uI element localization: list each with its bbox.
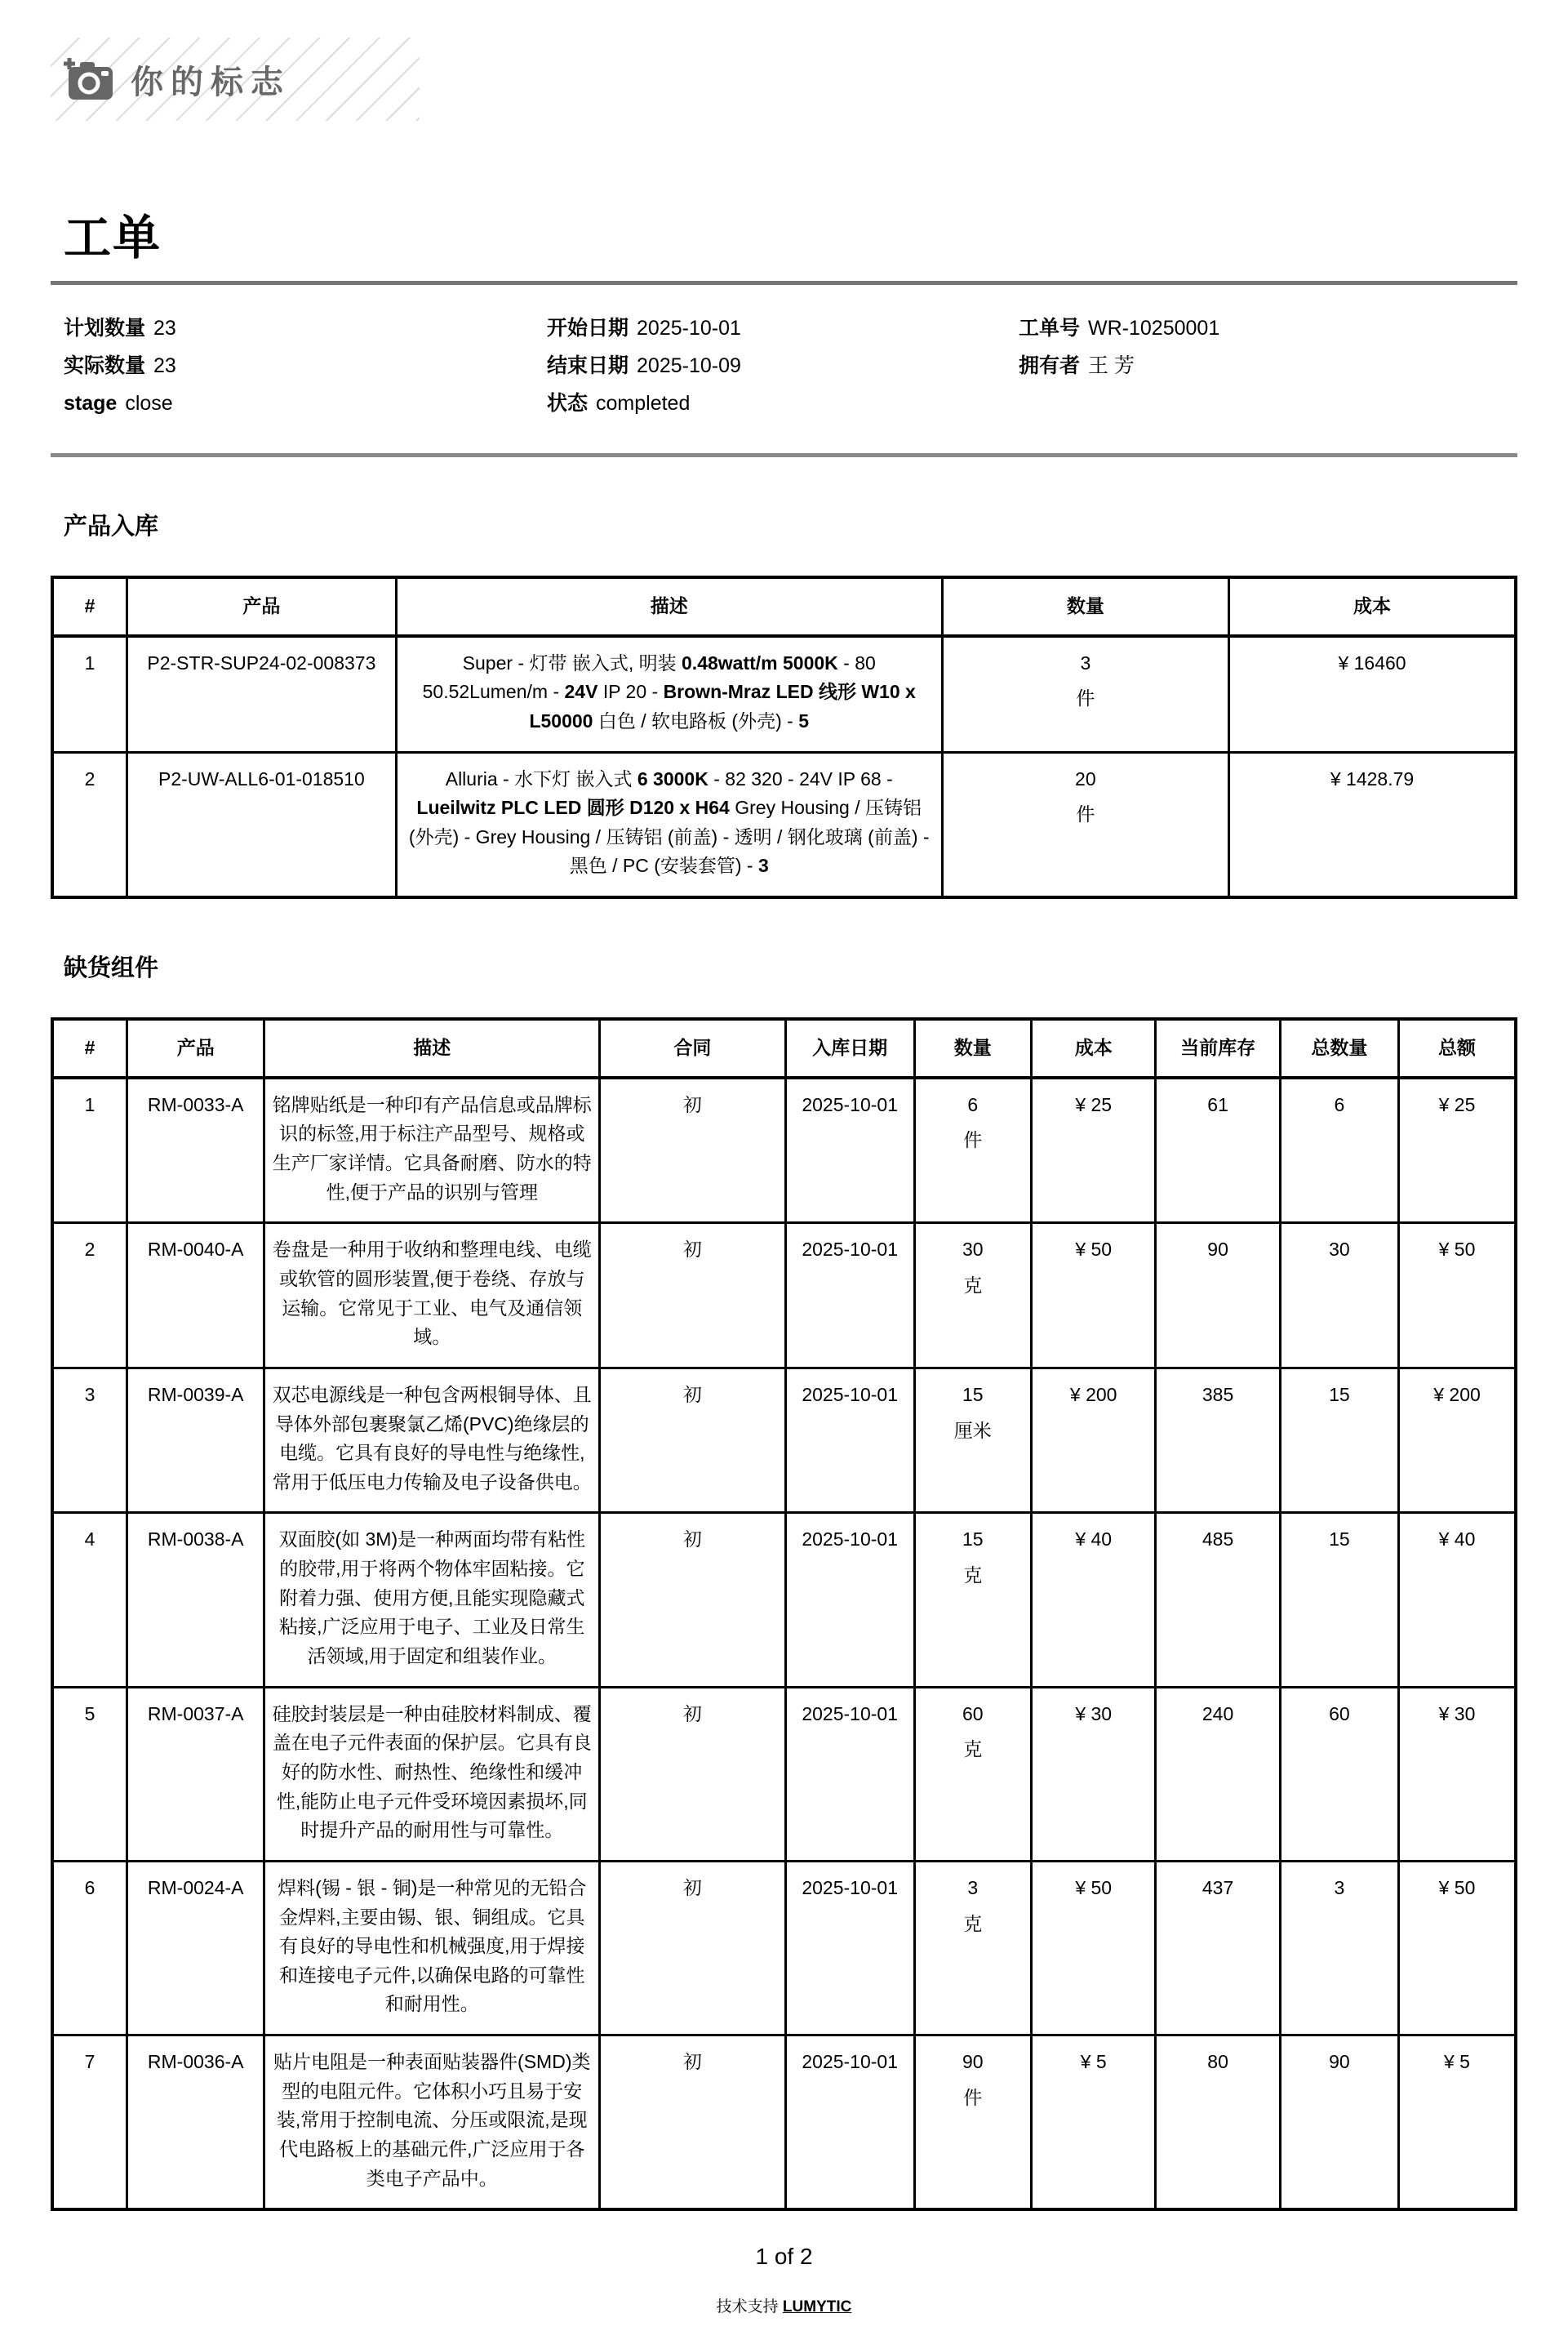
cell-date: 2025-10-01: [785, 1513, 914, 1687]
cell-total_qty: 15: [1280, 1368, 1398, 1513]
col-header-cost: 成本: [1229, 577, 1516, 636]
info-value: 23: [153, 354, 176, 377]
cell-contract: 初: [600, 1513, 786, 1687]
info-start-date: [547, 316, 1019, 340]
cell-num: 4: [52, 1513, 127, 1687]
col-header-stock: 当前库存: [1156, 1019, 1280, 1078]
cell-date: 2025-10-01: [785, 2035, 914, 2210]
table-row: [52, 1861, 1516, 2035]
cell-desc: Alluria - 水下灯 嵌入式 6 3000K - 82 320 - 24V IP 68 - Lueilwitz PLC LED 圆形 D120 x H64 Grey Housing / 压铸铝 (外壳) - Grey Housing / 压铸铝 (前盖) - 透明 / 钢化玻璃 (前盖) - 黑色 / PC (安装套管) - 3: [396, 752, 942, 897]
info-column-2: [547, 316, 1019, 429]
shortage-header-row: [52, 1019, 1516, 1078]
cell-cost: ¥ 25: [1032, 1078, 1156, 1223]
logo: [51, 38, 420, 121]
info-divider: [51, 453, 1517, 457]
cell-qty: [914, 1223, 1031, 1368]
col-header-total: 总额: [1399, 1019, 1517, 1078]
col-header-desc: 描述: [396, 577, 942, 636]
cell-total_qty: 15: [1280, 1513, 1398, 1687]
cell-product: RM-0040-A: [127, 1223, 264, 1368]
cell-num: 7: [52, 2035, 127, 2210]
cell-num: 1: [52, 1078, 127, 1223]
info-value: WR-10250001: [1088, 317, 1220, 340]
info-value: close: [125, 392, 173, 415]
cell-desc: 双面胶(如 3M)是一种两面均带有粘性的胶带,用于将两个物体牢固粘接。它附着力强、使用方便,且能实现隐藏式粘接,广泛应用于电子、工业及日常生活领域,用于固定和组装作业。: [264, 1513, 600, 1687]
col-header-qty: 数量: [942, 577, 1228, 636]
col-header-cost: 成本: [1032, 1019, 1156, 1078]
cell-qty: [914, 1513, 1031, 1687]
cell-stock: 385: [1156, 1368, 1280, 1513]
cell-desc: Super - 灯带 嵌入式, 明装 0.48watt/m 5000K - 80 50.52Lumen/m - 24V IP 20 - Brown-Mraz LED 线形 W10 x L50000 白色 / 软电路板 (外壳) - 5: [396, 636, 942, 752]
cell-product: P2-STR-SUP24-02-008373: [127, 636, 396, 752]
table-row: [52, 2035, 1516, 2210]
info-label: 结束日期: [547, 354, 629, 377]
cell-date: 2025-10-01: [785, 1078, 914, 1223]
cell-total_qty: 60: [1280, 1687, 1398, 1861]
cell-date: 2025-10-01: [785, 1223, 914, 1368]
cell-contract: 初: [600, 1223, 786, 1368]
cell-cost: ¥ 1428.79: [1229, 752, 1516, 897]
cell-num: 5: [52, 1687, 127, 1861]
cell-date: 2025-10-01: [785, 1861, 914, 2035]
info-end-date: [547, 354, 1019, 378]
col-header-product: 产品: [127, 577, 396, 636]
page-number: 1 of 2: [755, 2244, 813, 2270]
cell-total_qty: 6: [1280, 1078, 1398, 1223]
cell-desc: 卷盘是一种用于收纳和整理电线、电缆或软管的圆形装置,便于卷绕、存放与运输。它常见于工业、电气及通信领域。: [264, 1223, 600, 1368]
info-label: 工单号: [1019, 317, 1081, 340]
cell-contract: 初: [600, 1368, 786, 1513]
qty-value: 15: [962, 1383, 984, 1405]
info-column-3: [1019, 316, 1517, 429]
cell-product: RM-0037-A: [127, 1687, 264, 1861]
cell-total: ¥ 25: [1399, 1078, 1517, 1223]
shortage-table-body: [52, 1078, 1516, 2210]
cell-contract: 初: [600, 1687, 786, 1861]
info-value: 2025-10-09: [637, 354, 741, 377]
info-label: 实际数量: [64, 354, 146, 377]
qty-value: 90: [962, 2051, 984, 2073]
cell-qty: [914, 1861, 1031, 2035]
cell-desc: 贴片电阻是一种表面贴装器件(SMD)类型的电阻元件。它体积小巧且易于安装,常用于控制电流、分压或限流,是现代电路板上的基础元件,广泛应用于各类电子产品中。: [264, 2035, 600, 2210]
support-line: [51, 2294, 1517, 2349]
table-row: [52, 1078, 1516, 1223]
cell-total: ¥ 200: [1399, 1368, 1517, 1513]
info-planned-qty: [64, 316, 547, 340]
col-header-contract: 合同: [600, 1019, 786, 1078]
cell-product: RM-0036-A: [127, 2035, 264, 2210]
info-value: completed: [596, 392, 691, 415]
cell-cost: ¥ 16460: [1229, 636, 1516, 752]
cell-cost: ¥ 40: [1032, 1513, 1156, 1687]
qty-unit: 件: [1076, 687, 1095, 710]
cell-qty: [942, 752, 1228, 897]
qty-value: 30: [962, 1239, 984, 1261]
qty-unit: 厘米: [953, 1419, 992, 1441]
cell-total_qty: 90: [1280, 2035, 1398, 2210]
cell-num: 2: [52, 1223, 127, 1368]
cell-stock: 90: [1156, 1223, 1280, 1368]
cell-desc: 双芯电源线是一种包含两根铜导体、且导体外部包裹聚氯乙烯(PVC)绝缘层的电缆。它具有良好的导电性与绝缘性,常用于低压电力传输及电子设备供电。: [264, 1368, 600, 1513]
cell-num: 3: [52, 1368, 127, 1513]
cell-cost: ¥ 200: [1032, 1368, 1156, 1513]
title-divider: [51, 281, 1517, 285]
work-order-page: [0, 38, 1568, 2349]
qty-unit: 件: [1076, 803, 1095, 825]
table-row: [52, 1368, 1516, 1513]
cell-qty: [942, 636, 1228, 752]
info-value: 2025-10-01: [637, 317, 741, 340]
cell-cost: ¥ 30: [1032, 1687, 1156, 1861]
qty-unit: 件: [963, 2086, 983, 2108]
cell-contract: 初: [600, 2035, 786, 2210]
cell-contract: 初: [600, 1861, 786, 2035]
cell-date: 2025-10-01: [785, 1368, 914, 1513]
cell-num: 1: [52, 636, 127, 752]
qty-value: 6: [967, 1093, 979, 1115]
qty-value: 3: [1080, 652, 1091, 674]
cell-stock: 61: [1156, 1078, 1280, 1223]
cell-stock: 80: [1156, 2035, 1280, 2210]
table-row: [52, 636, 1516, 752]
cell-num: 6: [52, 1861, 127, 2035]
qty-unit: 克: [963, 1564, 983, 1586]
cell-cost: ¥ 50: [1032, 1861, 1156, 2035]
cell-stock: 485: [1156, 1513, 1280, 1687]
cell-qty: [914, 1368, 1031, 1513]
cell-product: RM-0039-A: [127, 1368, 264, 1513]
cell-cost: ¥ 50: [1032, 1223, 1156, 1368]
info-status: [547, 391, 1019, 416]
col-header-total-qty: 总数量: [1280, 1019, 1398, 1078]
info-stage: [64, 391, 547, 416]
table-row: [52, 1223, 1516, 1368]
inbound-table-body: [52, 636, 1516, 897]
info-label: 计划数量: [64, 317, 146, 340]
col-header-date: 入库日期: [785, 1019, 914, 1078]
info-label: stage: [64, 392, 118, 415]
logo-text: 你的标志: [131, 64, 291, 100]
cell-cost: ¥ 5: [1032, 2035, 1156, 2210]
info-label: 拥有者: [1019, 354, 1081, 377]
info-value: 23: [153, 317, 176, 340]
info-order-no: [1019, 316, 1517, 340]
table-row: [52, 1687, 1516, 1861]
cell-qty: [914, 2035, 1031, 2210]
cell-desc: 焊料(锡 - 银 - 铜)是一种常见的无铅合金焊料,主要由锡、银、铜组成。它具有良好的导电性和机械强度,用于焊接和连接电子元件,以确保电路的可靠性和耐用性。: [264, 1861, 600, 2035]
cell-total_qty: 3: [1280, 1861, 1398, 2035]
info-label: 开始日期: [547, 317, 629, 340]
cell-contract: 初: [600, 1078, 786, 1223]
support-label: 技术支持: [716, 2298, 779, 2316]
info-value: 王 芳: [1088, 354, 1135, 377]
info-actual-qty: [64, 354, 547, 378]
inbound-table: [51, 576, 1517, 899]
qty-value: 3: [967, 1876, 979, 1898]
info-label: 状态: [547, 392, 589, 415]
col-header-qty: 数量: [914, 1019, 1031, 1078]
qty-unit: 克: [963, 1274, 983, 1296]
info-owner: [1019, 354, 1517, 378]
inbound-header-row: [52, 577, 1516, 636]
cell-product: RM-0033-A: [127, 1078, 264, 1223]
cell-desc: 铭牌贴纸是一种印有产品信息或品牌标识的标签,用于标注产品型号、规格或生产厂家详情。它具备耐磨、防水的特性,便于产品的识别与管理: [264, 1078, 600, 1223]
col-header-num: #: [52, 577, 127, 636]
cell-num: 2: [52, 752, 127, 897]
page-title: 工单: [64, 211, 162, 265]
order-info: [64, 316, 1517, 429]
qty-unit: 克: [963, 1738, 983, 1760]
qty-value: 15: [962, 1528, 984, 1550]
qty-value: 60: [962, 1702, 984, 1724]
col-header-num: #: [52, 1019, 127, 1078]
shortage-table: [51, 1017, 1517, 2211]
cell-product: RM-0024-A: [127, 1861, 264, 2035]
col-header-desc: 描述: [264, 1019, 600, 1078]
table-row: [52, 752, 1516, 897]
cell-qty: [914, 1687, 1031, 1861]
cell-product: P2-UW-ALL6-01-018510: [127, 752, 396, 897]
cell-total: ¥ 30: [1399, 1687, 1517, 1861]
cell-desc: 硅胶封装层是一种由硅胶材料制成、覆盖在电子元件表面的保护层。它具有良好的防水性、耐热性、绝缘性和缓冲性,能防止电子元件受环境因素损坏,同时提升产品的耐用性与可靠性。: [264, 1687, 600, 1861]
col-header-product: 产品: [127, 1019, 264, 1078]
qty-value: 20: [1075, 767, 1096, 790]
support-brand-link[interactable]: LUMYTIC: [782, 2298, 852, 2316]
cell-total: ¥ 40: [1399, 1513, 1517, 1687]
info-column-1: [64, 316, 547, 429]
camera-icon: [62, 57, 114, 101]
table-row: [52, 1513, 1516, 1687]
cell-stock: 437: [1156, 1861, 1280, 2035]
cell-qty: [914, 1078, 1031, 1223]
cell-date: 2025-10-01: [785, 1687, 914, 1861]
cell-total: ¥ 5: [1399, 2035, 1517, 2210]
qty-unit: 件: [963, 1129, 983, 1151]
section-heading-shortage: 缺货组件: [64, 955, 159, 982]
cell-total_qty: 30: [1280, 1223, 1398, 1368]
section-heading-inbound: 产品入库: [64, 514, 159, 540]
cell-total: ¥ 50: [1399, 1861, 1517, 2035]
qty-unit: 克: [963, 1912, 983, 1934]
cell-product: RM-0038-A: [127, 1513, 264, 1687]
cell-stock: 240: [1156, 1687, 1280, 1861]
cell-total: ¥ 50: [1399, 1223, 1517, 1368]
